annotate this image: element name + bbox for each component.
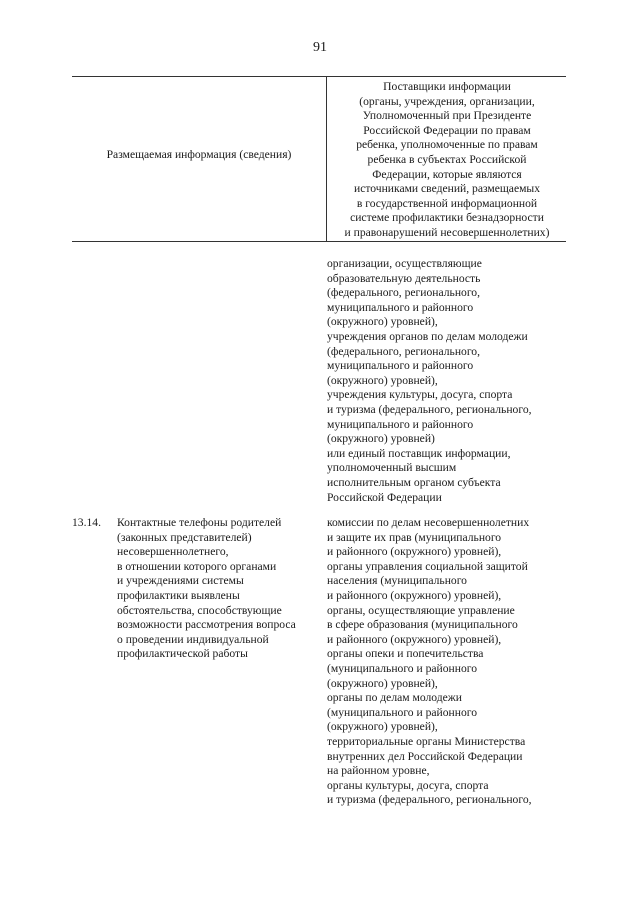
row-providers-cell [327,516,567,808]
row-number: 13.14. [72,516,101,529]
row-providers-line: и районного (окружного) уровней), [327,545,502,559]
continued-providers-line: (окружного) уровней), [327,315,438,329]
row-providers-line: населения (муниципального [327,574,467,588]
row-providers-line: (муниципального и районного [327,661,478,675]
row-providers-line: органы опеки и попечительства [327,647,484,661]
header-providers-line: Федерации, которые являются [372,167,522,181]
row-providers-line: территориальные органы Министерства [327,734,526,748]
header-providers-line: Поставщики информации [383,80,511,93]
row-providers-line: (окружного) уровней), [327,720,438,734]
row-information-line: обстоятельства, способствующие [117,603,282,617]
header-providers-line: источниками сведений, размещаемых [353,182,541,196]
row-providers-line: органы культуры, досуга, спорта [327,778,489,792]
row-providers-line: (окружного) уровней), [327,676,438,690]
header-providers-line: ребенка, уполномоченные по правам [356,138,538,152]
table-top-rule [72,76,566,77]
row-information-line: несовершеннолетнего, [117,545,229,559]
continued-providers-line: и туризма (федерального, регионального, [327,402,532,416]
row-information-line: профилактики выявлены [117,588,240,602]
header-column-information: Размещаемая информация (сведения) [106,148,292,161]
row-information-cell [117,516,325,662]
header-providers-line: в государственной информационной [356,196,538,210]
row-information-line: в отношении которого органами [117,559,277,573]
continued-providers-cell [327,257,567,505]
continued-providers-line: Российской Федерации [327,490,442,504]
row-providers-line: органы по делам молодежи [327,691,462,705]
row-providers-line: органы, осуществляющие управление [327,603,515,617]
continued-providers-line: образовательную деятельность [327,271,481,285]
continued-providers-line: уполномоченный высшим [327,461,457,475]
row-providers-line: (муниципального и районного [327,705,478,719]
continued-providers-line: учреждения культуры, досуга, спорта [327,388,513,402]
continued-providers-line: организации, осуществляющие [327,257,482,270]
row-providers-line: и районного (окружного) уровней), [327,588,502,602]
page-number: 91 [313,40,327,55]
row-information-line: о проведении индивидуальной [117,632,269,646]
row-providers-line: органы управления социальной защитой [327,559,528,573]
continued-providers-line: исполнительным органом субъекта [327,475,501,489]
row-information-line: (законных представителей) [117,530,252,544]
row-providers-line: в сфере образования (муниципального [327,618,518,632]
header-providers-line: и правонарушений несовершеннолетних) [344,225,550,239]
row-information-line: возможности рассмотрения вопроса [117,618,296,632]
table-header-bottom-rule [72,241,566,242]
continued-providers-line: учреждения органов по делам молодежи [327,329,528,343]
continued-providers-line: муниципального и районного [327,417,474,431]
row-providers-line: внутренних дел Российской Федерации [327,749,523,763]
header-providers-line: Уполномоченный при Президенте [362,109,532,123]
row-providers-line: и туризма (федерального, регионального, [327,793,532,807]
header-providers-line: системе профилактики безнадзорности [350,211,544,225]
continued-providers-line: или единый поставщик информации, [327,446,511,460]
row-providers-line: и районного (окружного) уровней), [327,632,502,646]
row-information-line: профилактической работы [117,647,248,661]
header-providers-line: (органы, учреждения, организации, [359,94,535,108]
row-providers-line: и защите их прав (муниципального [327,530,502,544]
header-providers-line: ребенка в субъектах Российской [367,152,527,166]
row-providers-line: комиссии по делам несовершеннолетних [327,516,530,529]
continued-providers-line: (окружного) уровней), [327,373,438,387]
row-information-line: и учреждениями системы [117,574,244,588]
continued-providers-line: (федерального, регионального, [327,286,480,300]
row-information-line: Контактные телефоны родителей [117,516,282,529]
continued-providers-line: муниципального и районного [327,359,474,373]
continued-providers-line: (федерального, регионального, [327,344,480,358]
row-providers-line: на районном уровне, [327,764,430,778]
header-providers-line: Российской Федерации по правам [363,123,531,137]
continued-providers-line: муниципального и районного [327,300,474,314]
header-column-providers [327,80,567,241]
continued-providers-line: (окружного) уровней) [327,432,435,446]
